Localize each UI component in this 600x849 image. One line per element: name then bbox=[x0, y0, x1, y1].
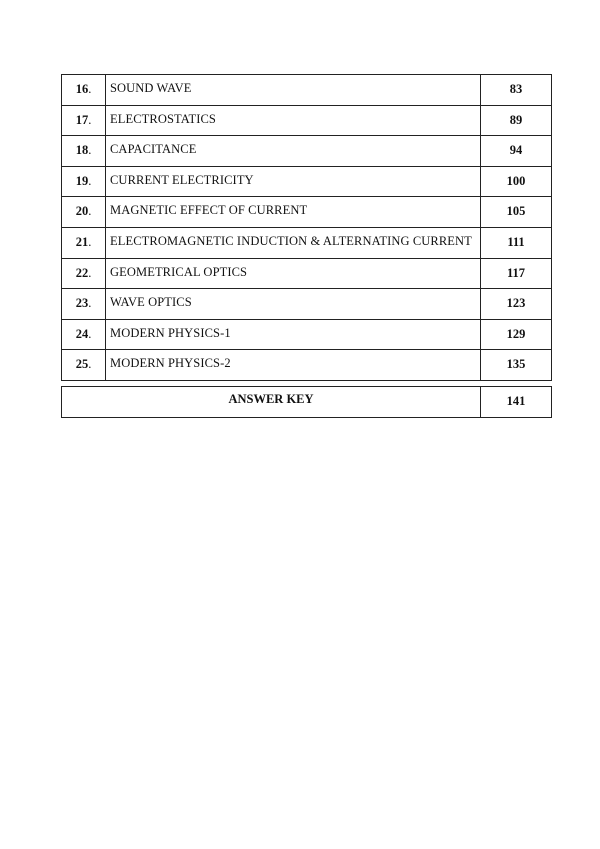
chapter-title: GEOMETRICAL OPTICS bbox=[106, 258, 481, 289]
toc-row bbox=[62, 105, 552, 136]
answer-key-table bbox=[61, 386, 552, 418]
chapter-number bbox=[62, 136, 106, 167]
answer-key-label: ANSWER KEY bbox=[62, 387, 481, 418]
chapter-page: 83 bbox=[481, 75, 552, 106]
chapter-number-value: 22 bbox=[75, 265, 89, 280]
answer-key-row bbox=[62, 387, 552, 418]
chapter-number bbox=[62, 350, 106, 381]
chapter-number-dot: . bbox=[88, 234, 92, 249]
toc-body bbox=[62, 75, 552, 381]
toc-row bbox=[62, 136, 552, 167]
chapter-number bbox=[62, 258, 106, 289]
toc-row bbox=[62, 350, 552, 381]
chapter-number bbox=[62, 105, 106, 136]
chapter-page: 94 bbox=[481, 136, 552, 167]
chapter-number-dot: . bbox=[88, 326, 92, 341]
chapter-page: 100 bbox=[481, 166, 552, 197]
chapter-number-dot: . bbox=[88, 82, 92, 96]
toc-row bbox=[62, 319, 552, 350]
chapter-title: MODERN PHYSICS-1 bbox=[106, 319, 481, 350]
chapter-number-value: 18 bbox=[75, 143, 89, 158]
chapter-number-value: 25 bbox=[75, 357, 89, 372]
answer-key-page: 141 bbox=[481, 387, 552, 418]
chapter-page: 135 bbox=[481, 350, 552, 381]
toc-row bbox=[62, 227, 552, 258]
chapter-number bbox=[62, 227, 106, 258]
chapter-number-value: 19 bbox=[75, 173, 89, 188]
chapter-number bbox=[62, 319, 106, 350]
chapter-number-dot: . bbox=[88, 112, 92, 127]
chapter-number-value: 21 bbox=[75, 234, 89, 249]
chapter-number-dot: . bbox=[88, 173, 92, 188]
toc-row bbox=[62, 289, 552, 320]
chapter-title: CURRENT ELECTRICITY bbox=[106, 166, 481, 197]
toc-row bbox=[62, 258, 552, 289]
toc-row bbox=[62, 197, 552, 228]
chapter-number-dot: . bbox=[88, 265, 92, 280]
chapter-page: 129 bbox=[481, 319, 552, 350]
chapter-number bbox=[62, 75, 106, 106]
chapter-title: ELECTROSTATICS bbox=[106, 105, 481, 136]
chapter-page: 117 bbox=[481, 258, 552, 289]
chapter-number-dot: . bbox=[88, 357, 92, 372]
chapter-number-dot: . bbox=[88, 296, 92, 311]
chapter-number bbox=[62, 289, 106, 320]
chapter-title: WAVE OPTICS bbox=[106, 289, 481, 320]
toc-row bbox=[62, 75, 552, 106]
chapter-title: MAGNETIC EFFECT OF CURRENT bbox=[106, 197, 481, 228]
chapter-number-value: 16 bbox=[75, 82, 89, 96]
chapter-page: 111 bbox=[481, 227, 552, 258]
chapter-title: CAPACITANCE bbox=[106, 136, 481, 167]
chapter-title: MODERN PHYSICS-2 bbox=[106, 350, 481, 381]
chapter-page: 89 bbox=[481, 105, 552, 136]
chapter-number bbox=[62, 197, 106, 228]
chapter-number-value: 24 bbox=[75, 326, 89, 341]
chapter-number-value: 23 bbox=[75, 296, 89, 311]
chapter-page: 105 bbox=[481, 197, 552, 228]
chapter-number-dot: . bbox=[88, 143, 92, 158]
chapter-title: SOUND WAVE bbox=[106, 75, 481, 106]
toc-row bbox=[62, 166, 552, 197]
chapter-number-value: 17 bbox=[75, 112, 89, 127]
chapter-number bbox=[62, 166, 106, 197]
chapter-title: ELECTROMAGNETIC INDUCTION & ALTERNATING CURRENT bbox=[106, 227, 481, 258]
chapter-page: 123 bbox=[481, 289, 552, 320]
chapter-number-dot: . bbox=[88, 204, 92, 219]
toc-table bbox=[61, 74, 552, 381]
chapter-number-value: 20 bbox=[75, 204, 89, 219]
